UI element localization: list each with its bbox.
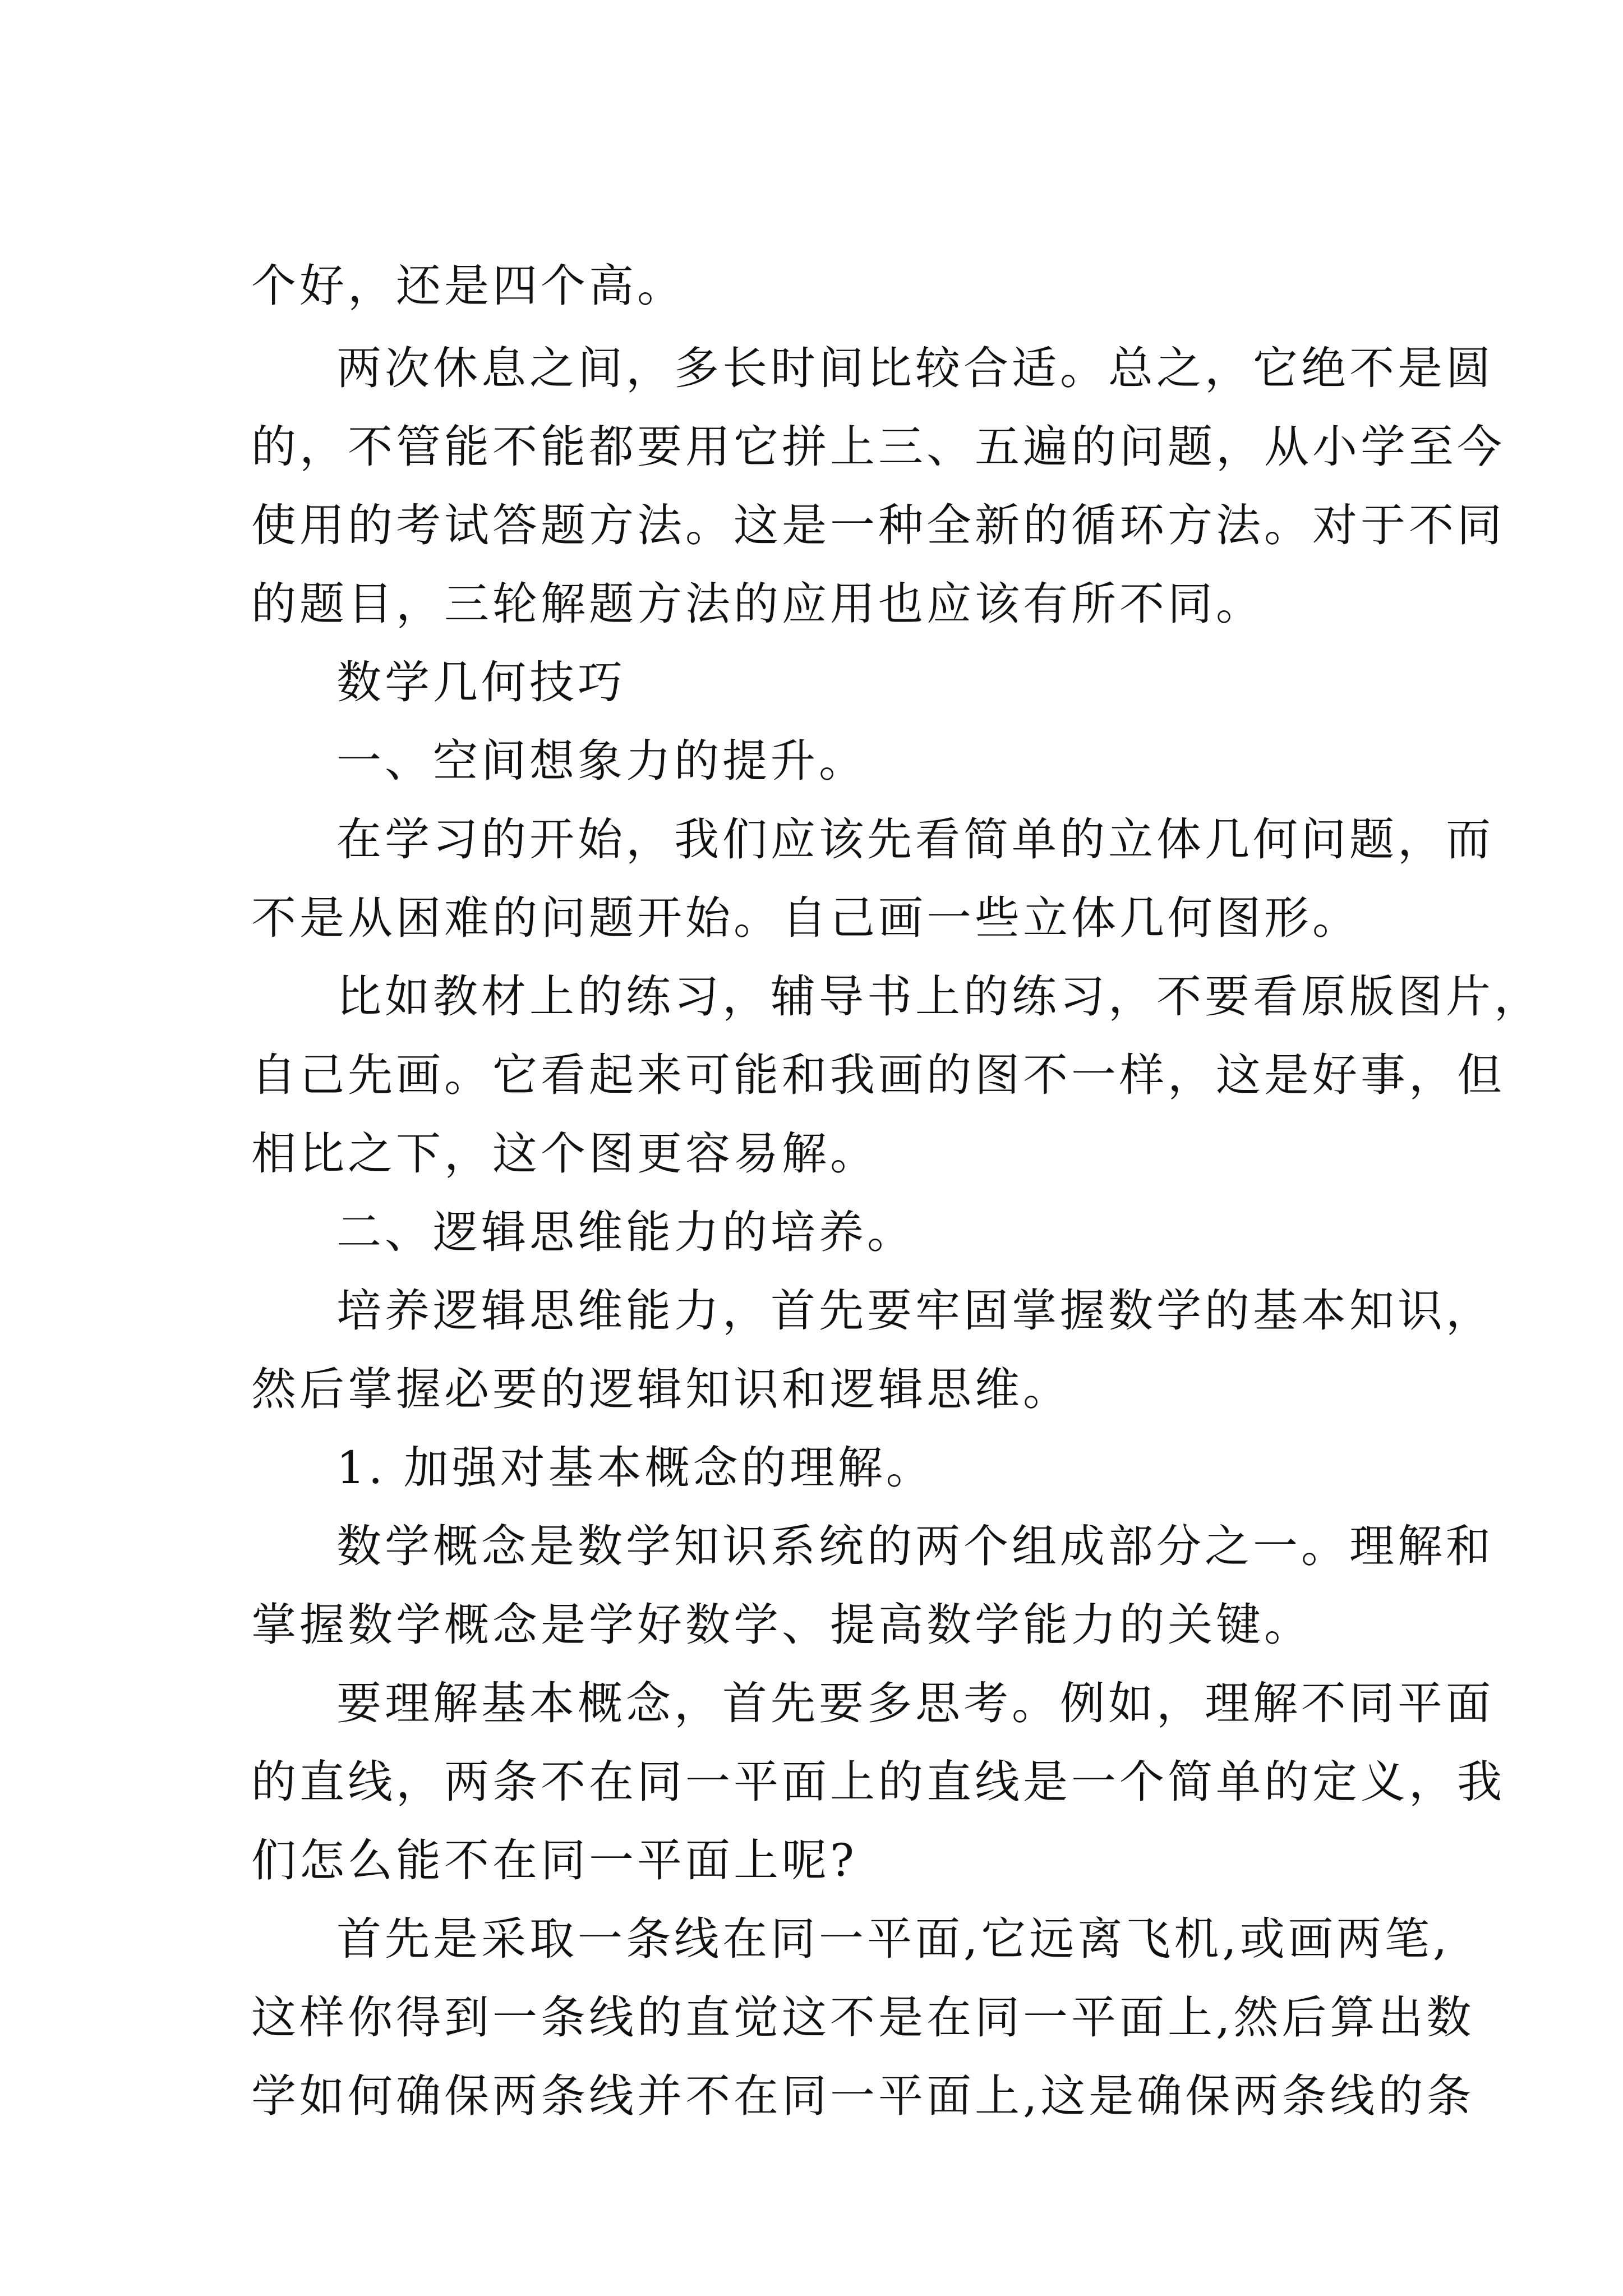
text-line: 培养逻辑思维能力，首先要牢固掌握数学的基本知识， <box>336 1285 1494 1337</box>
subsection-heading: 一、空间想象力的提升。 <box>336 735 867 787</box>
text-line: 相比之下，这个图更容易解。 <box>251 1128 878 1180</box>
subsection-heading: 二、逻辑思维能力的培养。 <box>336 1206 915 1258</box>
text-line: 在学习的开始，我们应该先看简单的立体几何问题，而 <box>336 813 1494 866</box>
text-line: 的，不管能不能都要用它拼上三、五遍的问题，从小学至今 <box>251 421 1505 473</box>
text-line: 的直线，两条不在同一平面上的直线是一个简单的定义，我 <box>251 1756 1505 1808</box>
text-line: 两次休息之间，多长时间比较合适。总之，它绝不是圆 <box>336 342 1494 394</box>
text-line: 然后掌握必要的逻辑知识和逻辑思维。 <box>251 1363 1071 1415</box>
text-line: 的题目，三轮解题方法的应用也应该有所不同。 <box>251 578 1264 630</box>
text-line: 比如教材上的练习，辅导书上的练习，不要看原版图片， <box>336 970 1542 1023</box>
text-line: 使用的考试答题方法。这是一种全新的循环方法。对于不同 <box>251 499 1505 551</box>
text-line: 掌握数学概念是学好数学、提高数学能力的关键。 <box>251 1599 1312 1651</box>
text-line: 个好，还是四个高。 <box>251 260 685 312</box>
text-line: 这样你得到一条线的直觉这不是在同一平面上,然后算出数 <box>251 1991 1475 2044</box>
text-line: 不是从困难的问题开始。自己画一些立体几何图形。 <box>251 892 1361 944</box>
text-line: 数学概念是数学知识系统的两个组成部分之一。理解和 <box>336 1520 1494 1572</box>
section-heading: 数学几何技巧 <box>336 656 626 708</box>
text-line: 自己先画。它看起来可能和我画的图不一样，这是好事，但 <box>251 1049 1505 1101</box>
numbered-heading: 1. 加强对基本概念的理解。 <box>336 1442 934 1494</box>
text-line: 要理解基本概念，首先要多思考。例如，理解不同平面 <box>336 1677 1494 1729</box>
text-line: 首先是采取一条线在同一平面,它远离飞机,或画两笔, <box>336 1913 1451 1965</box>
text-line: 学如何确保两条线并不在同一平面上,这是确保两条线的条 <box>251 2070 1475 2122</box>
text-line: 们怎么能不在同一平面上呢? <box>251 1834 857 1887</box>
